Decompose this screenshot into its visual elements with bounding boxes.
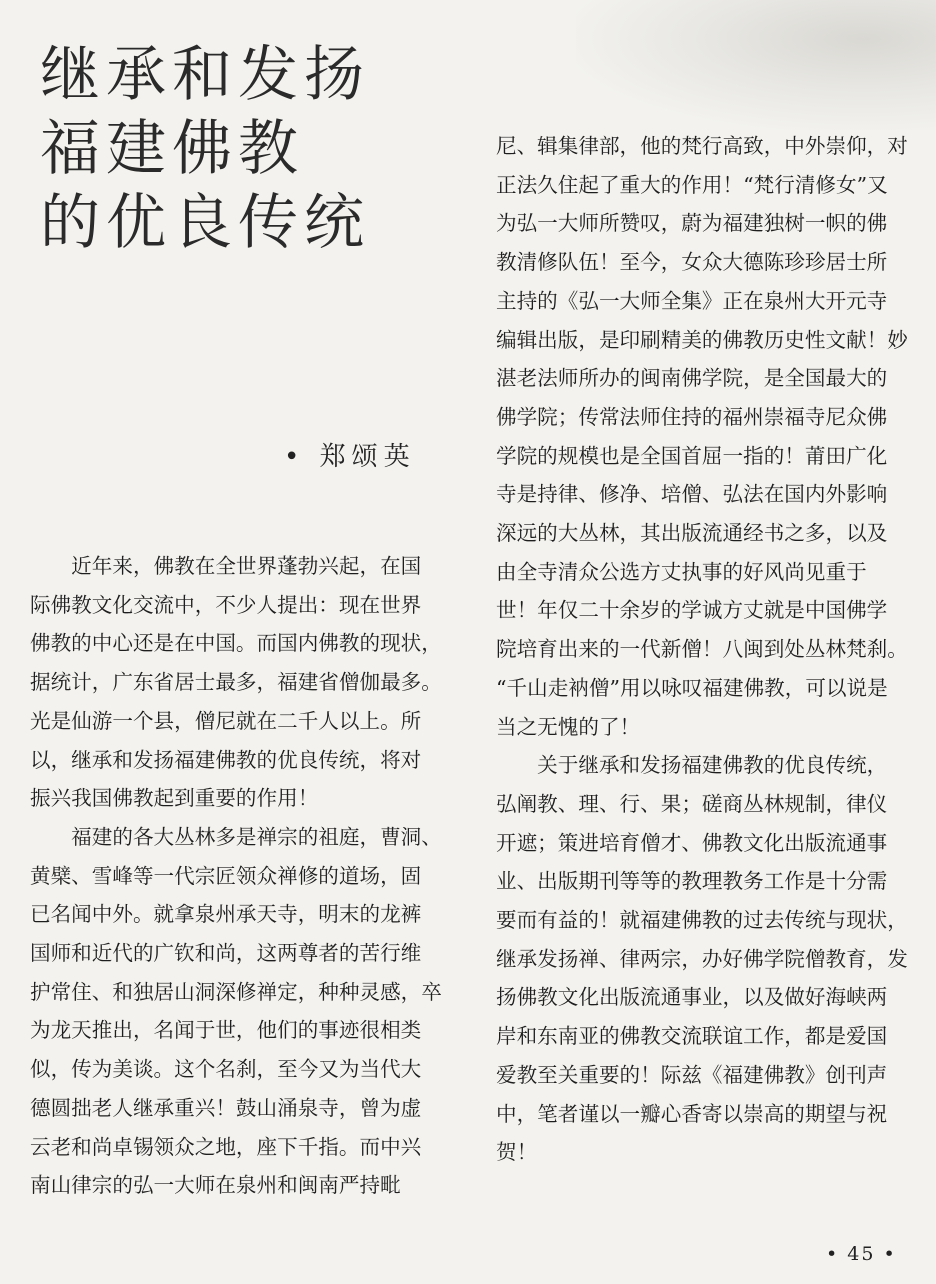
text-line: 为弘一大师所赞叹，蔚为福建独树一帜的佛 (496, 211, 888, 236)
text-line: 似，传为美谈。这个名刹，至今又为当代大 (30, 1057, 422, 1082)
text-line: 岸和东南亚的佛教交流联谊工作，都是爱国 (496, 1024, 888, 1049)
title-line: 继承和发扬 (40, 40, 370, 110)
author-byline: • 郑颂英 (284, 442, 416, 472)
text-line: 为龙天推出，名闻于世，他们的事迹很相类 (30, 1018, 422, 1043)
text-line: 关于继承和发扬福建佛教的优良传统， (496, 753, 888, 778)
text-line: 寺是持律、修净、培僧、弘法在国内外影响 (496, 482, 888, 507)
title-line: 的优良传统 (40, 188, 370, 258)
text-line: 际佛教文化交流中，不少人提出：现在世界 (30, 592, 422, 617)
text-line: 院培育出来的一代新僧！八闽到处丛林梵刹。 (496, 637, 908, 662)
text-line: 主持的《弘一大师全集》正在泉州大开元寺 (496, 288, 888, 313)
text-line: 中，笔者谨以一瓣心香寄以崇高的期望与祝 (496, 1101, 888, 1126)
page-number: • 45 • (826, 1243, 897, 1265)
text-line: 学院的规模也是全国首屈一指的！莆田广化 (496, 443, 888, 468)
text-line: 以，继承和发扬福建佛教的优良传统，将对 (30, 747, 422, 772)
text-line: 近年来，佛教在全世界蓬勃兴起，在国 (30, 554, 422, 578)
text-line: 佛教的中心还是在中国。而国内佛教的现状， (30, 631, 442, 656)
text-line: 教清修队伍！至今，女众大德陈珍珍居士所 (496, 250, 888, 275)
text-line: 业、出版期刊等等的教理教务工作是十分需 (496, 869, 888, 894)
right-column (496, 127, 916, 1172)
text-line: 湛老法师所办的闽南佛学院，是全国最大的 (496, 366, 888, 391)
text-line: “千山走衲僧”用以咏叹福建佛教，可以说是 (496, 675, 888, 700)
text-line: 德圆拙老人继承重兴！鼓山涌泉寺，曾为虚 (30, 1095, 422, 1120)
text-line: 南山律宗的弘一大师在泉州和闽南严持毗 (30, 1173, 401, 1198)
text-line: 世！年仅二十余岁的学诚方丈就是中国佛学 (496, 598, 888, 623)
page-stain (576, 0, 936, 130)
text-line: 福建的各大丛林多是禅宗的祖庭，曹洞、 (30, 824, 442, 849)
article-title (40, 38, 460, 260)
text-line: 黄檗、雪峰等一代宗匠领众禅修的道场，固 (30, 863, 422, 888)
title-line: 福建佛教 (40, 114, 304, 184)
text-line: 云老和尚卓锡领众之地，座下千指。而中兴 (30, 1134, 422, 1159)
text-line: 开遮；策进培育僧才、佛教文化出版流通事 (496, 830, 888, 855)
text-line: 贺！ (496, 1140, 538, 1165)
text-line: 继承发扬禅、律两宗，办好佛学院僧教育，发 (496, 946, 908, 971)
text-line: 正法久住起了重大的作用！“梵行清修女”又 (496, 172, 888, 197)
text-line: 当之无愧的了！ (496, 714, 641, 739)
text-line: 国师和近代的广钦和尚，这两尊者的苦行维 (30, 941, 422, 966)
text-line: 光是仙游一个县，僧尼就在二千人以上。所 (30, 708, 422, 733)
text-line: 已名闻中外。就拿泉州承天寺，明末的龙裤 (30, 902, 422, 927)
text-line: 据统计，广东省居士最多，福建省僧伽最多。 (30, 670, 442, 695)
text-line: 由全寺清众公选方丈执事的好风尚见重于 (496, 559, 867, 584)
text-line: 要而有益的！就福建佛教的过去传统与现状， (496, 908, 908, 933)
left-column (30, 547, 442, 1205)
text-line: 编辑出版，是印刷精美的佛教历史性文献！妙 (496, 327, 908, 352)
text-line: 深远的大丛林，其出版流通经书之多，以及 (496, 521, 888, 546)
text-line: 弘阐教、理、行、果；磋商丛林规制，律仪 (496, 791, 888, 816)
text-line: 佛学院；传常法师住持的福州崇福寺尼众佛 (496, 404, 888, 429)
text-line: 振兴我国佛教起到重要的作用！ (30, 786, 319, 811)
text-line: 尼、辑集律部，他的梵行高致，中外崇仰，对 (496, 134, 908, 158)
text-line: 护常住、和独居山洞深修禅定，种种灵感，卒 (30, 979, 442, 1004)
text-line: 扬佛教文化出版流通事业，以及做好海峡两 (496, 985, 888, 1010)
text-line: 爱教至关重要的！际兹《福建佛教》创刊声 (496, 1062, 888, 1087)
